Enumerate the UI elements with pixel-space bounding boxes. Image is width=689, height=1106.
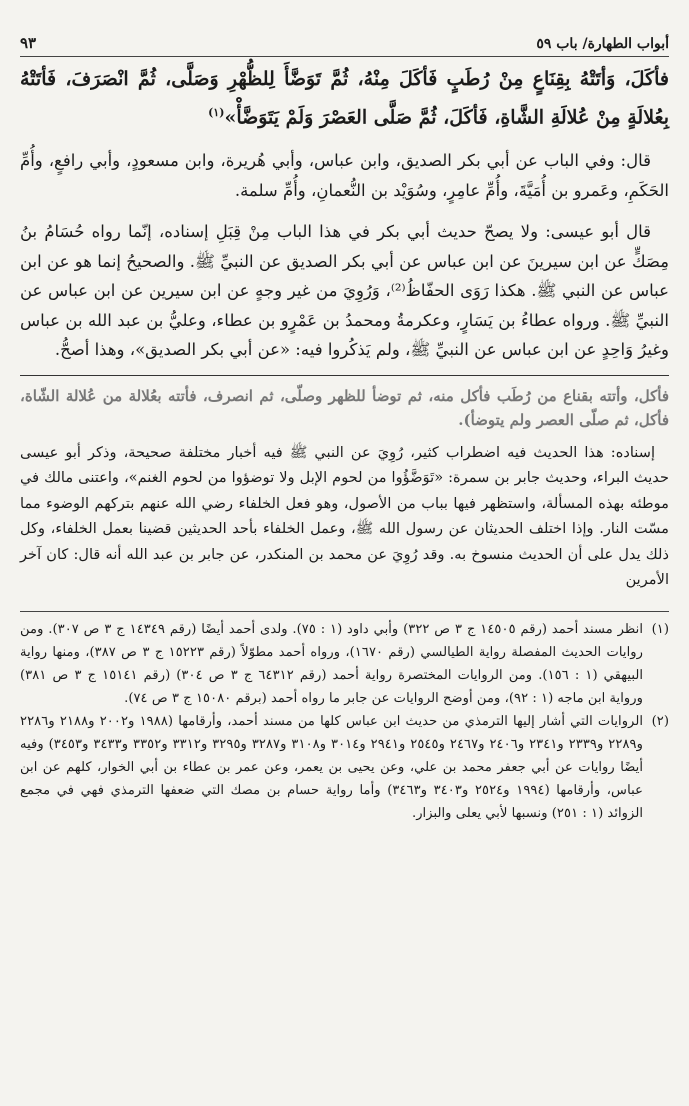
running-header — [20, 30, 669, 57]
commentary-paragraph — [20, 440, 669, 593]
footnote-number: (١) — [651, 621, 669, 637]
footnote-2 — [20, 710, 669, 825]
abu-isa-paragraph — [20, 217, 669, 365]
paragraph-text: قال أبو عيسى: ولا يصحّ حديث أبي بكر في هذا الباب مِنْ قِبَلِ إسناده، إنّما رواه حُسَامُ بنُ مِصَكٍّ عن ابن سيرينَ عن ابن عباس عن أبي بكر الصديق عن النبيِّ ﷺ. والصحيحُ إنما هو عن ابن عباس عن النبي ﷺ. هكذا رَوَى الحفّاظُ⁽²⁾، وَرُوِيَ من غير وجهٍ عن ابن سيرين عن ابن عباس عن النبيِّ ﷺ. ورواه عطاءُ بن يَسَارٍ، وعكرمةُ ومحمدُ بن عَمْرٍو بن عطاء، وعليُّ بن عبد الله بن عباس وغيرُ وَاحِدٍ عن ابن عباس عن النبيِّ ﷺ، ولم يَذكُروا فيه: «عن أبي بكر الصديق»، وهذا أصحُّ. — [20, 222, 669, 360]
commentary-heading: فأكل، وأتته بقناع من رُطَب فأكل منه، ثم توضأ للظهر وصلّى، ثم انصرف، فأتته بعُلالة من عُلالة الشّاة، فأكل، ثم صلّى العصر ولم يتوضأ). — [20, 386, 669, 429]
hadith-text-block — [20, 63, 669, 134]
chapter-title: أبواب الطهارة/ باب ٥٩ — [536, 36, 669, 52]
paragraph-text: قال: وفي الباب عن أبي بكر الصديق، وابن عباس، وأبي هُريرة، وابن مسعودٍ، وأبي رافعٍ، وأُمِّ الحَكَمِ، وعَمرو بن أُمَيَّةَ، وأُمِّ عامِرٍ، وسُوَيْد بن النُّعمانِ، وأُمِّ سلمة. — [20, 151, 669, 200]
footnote-marker: (١) — [208, 106, 225, 119]
tirmidhi-note-paragraph — [20, 146, 669, 205]
footnote-number: (٢) — [651, 713, 669, 729]
footnote-divider — [20, 611, 669, 612]
footnote-text: الروايات التي أشار إليها الترمذي من حديث ابن عباس كلها من مسند أحمد، وأرقامها (١٩٨٨ و٢٠٠٢ و٢١٨٨ و٢٢٨٦ و٢٢٨٩ و٢٣٣٩ و٢٣٤١ و٢٤٠٦ و٢٤٦٧ و٢٥٤٥ و٢٩٤١ و٣٠١٤ و٣١٠٨ و٣٢٨٧ و٣٢٩٥ و٣٣١٢ و٣٣٥٢ و٣٤٣٣ و٣٤٥٣) وفيه أيضًا روايات عن أبي جعفر محمد بن علي، وعن يحيى بن يعمر، وعن عمر بن عطاء بن أبي الخوار، كلهم عن ابن عباس، وأرقامها (١٩٩٤ و٢٥٢٤ و٣٤٠٣ و٣٤٦٣) وأما رواية حسام بن مصك التي ضعفها الترمذي فهي في مجمع الزوائد (١ : ٢٥١) ونسبها لأبي يعلى والبزار. — [20, 713, 644, 821]
hadith-text: فأكَلَ، وَأتَتْهُ بِقِنَاعٍ مِنْ رُطَبٍ فَأكَلَ مِنْهُ، ثُمَّ تَوَضَّأَ لِلظُّهْرِ وَصَلَّى، ثُمَّ انْصَرَفَ، فَأتَتْهُ بِعُلالَةٍ مِنْ عُلالَةِ الشَّاةِ، فَأكَلَ، ثُمَّ صَلَّى العَصْرَ وَلَمْ يَتَوَضَّأْ» — [20, 68, 669, 129]
page-number: ٩٣ — [20, 34, 37, 52]
footnote-text: انظر مسند أحمد (رقم ١٤٥٠٥ ج ٣ ص ٣٢٢) وأبي داود (١ : ٧٥). ولدى أحمد أيضًا (رقم ١٤٣٤٩ ج ٣ ص ٣٠٧). ومن روايات الحديث المفصلة رواية الطيالسي (رقم ١٦٧٠)، ورواه أحمد مطوّلاً (رقم ١٥٢٢٣ ج ٣ ص ٣٨٧)، ومنها رواية البيهقي (١ : ١٥٦). ومن الروايات المختصرة رواية أحمد (رقم ٦٤٣١٢ ج ٣ ص ٣٠٤) (رقم ١٥١٤١ ج ٣ ص ٣٨١) ورواية ابن ماجه (١ : ٩٢)، ومن أوضح الروايات عن جابر ما رواه أحمد (برقم ١٥٠٨٠ ج ٣ ص ٧٤). — [20, 621, 644, 706]
footnote-1 — [20, 618, 669, 710]
commentary-text: إسناده: هذا الحديث فيه اضطراب كثير، رُوِيَ عن النبي ﷺ فيه أخبار مختلفة صحيحة، وذكر أبو عيسى حديث البراء، وحديث جابر بن سمرة: «تَوَضَّؤُوا من لحوم الإبل ولا توضؤوا من لحوم الغنم»، واعتنى مالك في موطئه بهذه المسألة، واستظهر فيها بباب من الأصول، وهو فعل الخلفاء رضي الله عنهم بتركهم الوضوء مما مسّت النار. وإذا اختلف الحديثان عن رسول الله ﷺ، وعمل الخلفاء بأحد الحديثين قضينا بعمل الخلفاء، وكل ذلك يدل على أن الحديث منسوخ به. وقد رُوِيَ عن محمد بن المنكدر، عن جابر بن عبد الله أنه قال: كان آخر الأمرين — [20, 443, 670, 589]
section-divider — [20, 375, 669, 376]
